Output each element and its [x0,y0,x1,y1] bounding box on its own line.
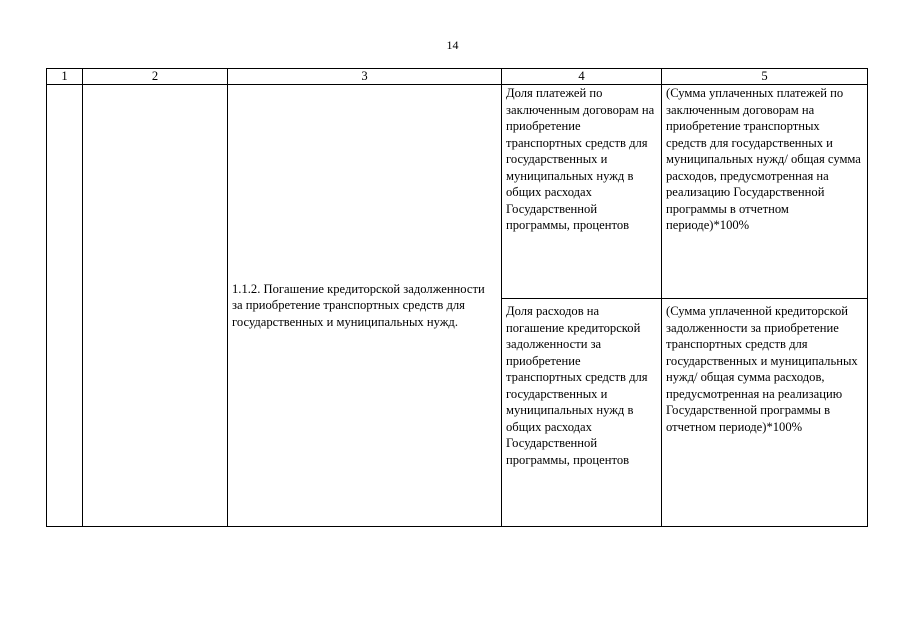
indicator-cell [502,299,662,527]
header-cell-2: 2 [83,69,228,85]
header-cell-1: 1 [47,69,83,85]
measure-description-cell [228,85,502,527]
indicator-name: Доля платежей по заключенным договорам на приобретение транспортных средств для государственных и муниципальных нужд в общих расходах Государственной программы, процентов [506,86,655,232]
table-row [47,85,868,299]
measure-description: 1.1.2. Погашение кредиторской задолженности за приобретение транспортных средств для государственных и муниципальных нужд. [232,281,485,329]
col1-empty-cell [47,85,83,527]
page-number: 14 [446,38,459,52]
formula-cell [662,85,868,299]
indicator-formula: (Сумма уплаченных платежей по заключенным договорам на приобретение транспортных средств для государственных и муниципальных нужд/ общая сумма расходов, предусмотренная на реализацию Государственной программы в отчетном периоде)*100% [666,86,861,232]
formula-cell [662,299,868,527]
header-cell-3: 3 [228,69,502,85]
indicator-name: Доля расходов на погашение кредиторской задолженности за приобретение транспортных средств для государственных и муниципальных нужд в общих расходах Государственной программы, процентов [506,304,648,467]
col2-empty-cell [83,85,228,527]
indicator-table [46,68,868,527]
header-cell-5: 5 [662,69,868,85]
indicator-formula: (Сумма уплаченной кредиторской задолженности за приобретение транспортных средств для государственных и муниципальных нужд/ общая сумма расходов, предусмотренная на реализацию Государственной программы в отчетном периоде)*100% [666,304,858,434]
header-cell-4: 4 [502,69,662,85]
table-header-row [47,69,868,85]
indicator-cell [502,85,662,299]
